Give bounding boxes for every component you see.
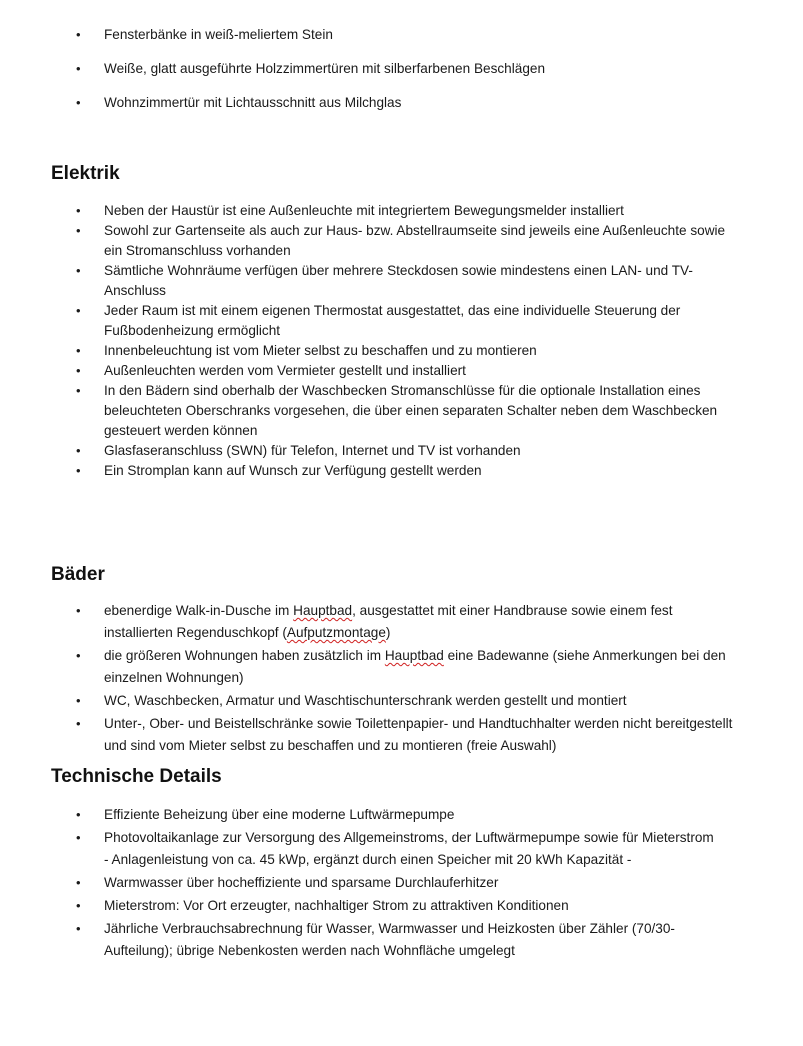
bullet-icon: • <box>76 61 81 76</box>
bullet-icon: • <box>76 921 81 936</box>
list-item: • ebenerdige Walk-in-Dusche im Hauptbad, ausgestattet mit einer Handbrause sowie einem fest installierten Regenduschkopf (Aufputzmontage) <box>0 600 803 644</box>
bullet-icon: • <box>76 716 81 731</box>
bullet-icon: • <box>76 263 81 278</box>
list-item: • Weiße, glatt ausgeführte Holzzimmertüren mit silberfarbenen Beschlägen <box>0 59 803 79</box>
list-item-subline: - Anlagenleistung von ca. 45 kWp, ergänzt durch einen Speicher mit 20 kWh Kapazität - <box>104 852 632 867</box>
bullet-icon: • <box>76 443 81 458</box>
bullet-icon: • <box>76 693 81 708</box>
list-item: • die größeren Wohnungen haben zusätzlich im Hauptbad eine Badewanne (siehe Anmerkungen bei den einzelnen Wohnungen) <box>0 645 803 689</box>
list-item: • Unter-, Ober- und Beistellschränke sowie Toilettenpapier- und Handtuchhalter werden nicht bereitgestellt und sind vom Mieter selbst zu beschaffen und zu montieren (freie Auswahl) <box>0 713 803 757</box>
spellcheck-word: Hauptbad <box>293 603 353 618</box>
spellcheck-word: Aufputzmontage <box>286 625 386 640</box>
list-item: • Ein Stromplan kann auf Wunsch zur Verfügung gestellt werden <box>0 461 803 481</box>
spellcheck-word: Hauptbad <box>384 648 444 663</box>
bullet-icon: • <box>76 203 81 218</box>
bullet-icon: • <box>76 343 81 358</box>
section-heading-baeder: Bäder <box>51 564 105 585</box>
list-item: • Effiziente Beheizung über eine moderne Luftwärmepumpe <box>0 804 803 826</box>
technik-list <box>0 804 803 963</box>
elektrik-list <box>0 201 803 481</box>
list-item: • In den Bädern sind oberhalb der Waschbecken Stromanschlüsse für die optionale Installation eines beleuchteten Oberschranks vorgesehen, die über einen separaten Schalter neben dem Waschbecken gesteuert werden können <box>76 383 718 438</box>
list-item: • Jeder Raum ist mit einem eigenen Thermostat ausgestattet, das eine individuelle Steuerung der Fußbodenheizung ermöglicht <box>76 303 681 338</box>
list-item: • Sämtliche Wohnräume verfügen über mehrere Steckdosen sowie mindestens einen LAN- und TV-Anschluss <box>76 263 693 298</box>
list-item: • Glasfaseranschluss (SWN) für Telefon, Internet und TV ist vorhanden <box>0 441 803 461</box>
bullet-icon: • <box>76 363 81 378</box>
bullet-icon: • <box>76 27 81 42</box>
section-heading-technik: Technische Details <box>51 766 222 787</box>
bullet-icon: • <box>76 898 81 913</box>
list-item: • Photovoltaikanlage zur Versorgung des Allgemeinstroms, der Luftwärmepumpe sowie für Mieterstrom - Anlagenleistung von ca. 45 kWp, ergänzt durch einen Speicher mit 20 kWh Kapazität - <box>0 827 803 871</box>
bullet-icon: • <box>76 807 81 822</box>
bullet-icon: • <box>76 383 81 398</box>
bullet-icon: • <box>76 463 81 478</box>
list-item: • Innenbeleuchtung ist vom Mieter selbst zu beschaffen und zu montieren <box>0 341 803 361</box>
bullet-icon: • <box>76 875 81 890</box>
section-heading-elektrik: Elektrik <box>51 163 120 184</box>
list-item: • Fensterbänke in weiß-meliertem Stein <box>0 25 803 45</box>
list-item: • WC, Waschbecken, Armatur und Waschtischunterschrank werden gestellt und montiert <box>0 690 803 712</box>
list-item: • Neben der Haustür ist eine Außenleuchte mit integriertem Bewegungsmelder installiert <box>0 201 803 221</box>
list-item: • Jährliche Verbrauchsabrechnung für Wasser, Warmwasser und Heizkosten über Zähler (70/30-Aufteilung); übrige Nebenkosten werden nach Wohnfläche umgelegt <box>0 918 803 962</box>
list-item: • Warmwasser über hocheffiziente und sparsame Durchlauferhitzer <box>0 872 803 894</box>
list-item: • Mieterstrom: Vor Ort erzeugter, nachhaltiger Strom zu attraktiven Konditionen <box>0 895 803 917</box>
bullet-icon: • <box>76 95 81 110</box>
bullet-icon: • <box>76 603 81 618</box>
list-item: • Sowohl zur Gartenseite als auch zur Haus- bzw. Abstellraumseite sind jeweils eine Außenleuchte sowie ein Stromanschluss vorhanden <box>76 223 726 258</box>
bullet-icon: • <box>76 303 81 318</box>
bullet-icon: • <box>76 830 81 845</box>
list-item: • Außenleuchten werden vom Vermieter gestellt und installiert <box>0 361 803 381</box>
bullet-icon: • <box>76 223 81 238</box>
list-item: • Wohnzimmertür mit Lichtausschnitt aus Milchglas <box>0 93 803 113</box>
bullet-icon: • <box>76 648 81 663</box>
baeder-list <box>0 600 803 758</box>
fixtures-list <box>0 25 803 127</box>
